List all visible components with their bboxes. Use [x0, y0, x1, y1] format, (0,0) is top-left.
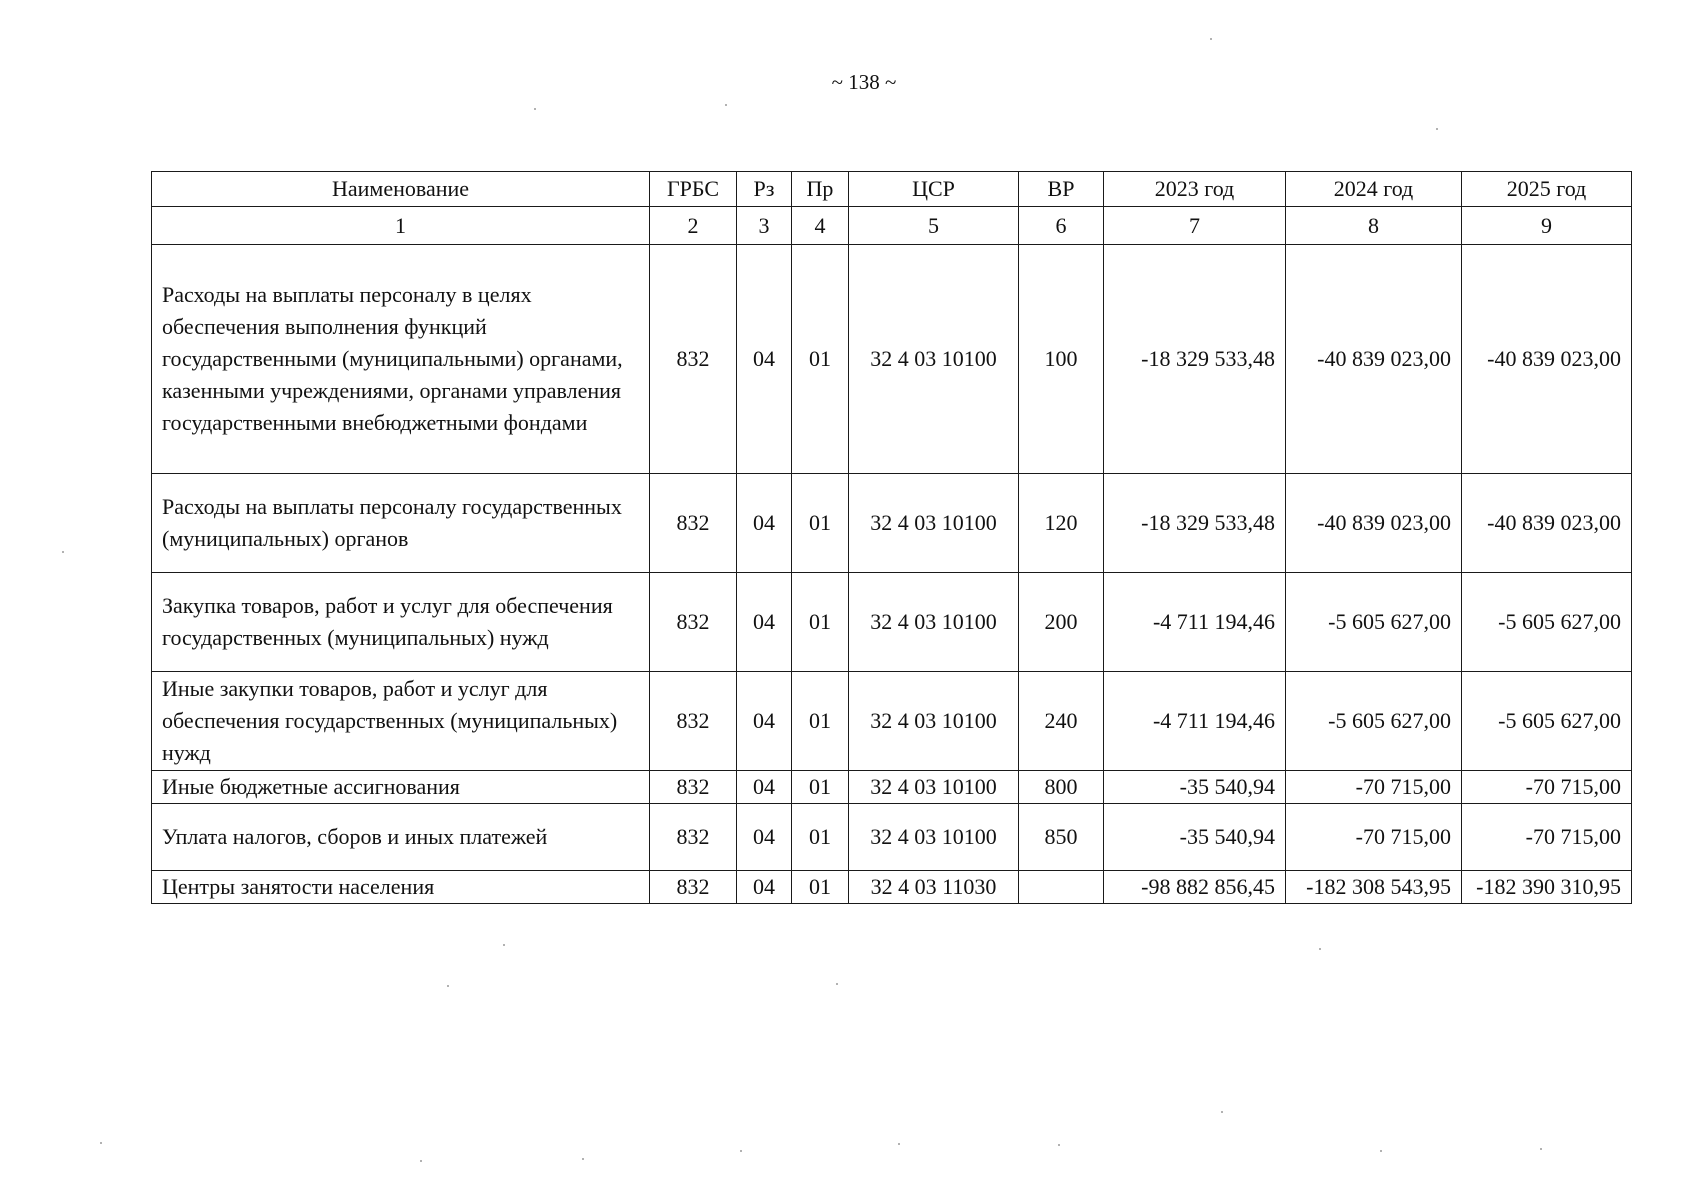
column-number-row [152, 207, 1632, 245]
cell-csr: 32 4 03 11030 [849, 871, 1019, 904]
cell-name: Иные закупки товаров, работ и услуг для обеспечения государственных (муниципальных) нужд [152, 672, 650, 771]
cell-pr: 01 [792, 804, 849, 871]
cell-2023: -4 711 194,46 [1104, 573, 1286, 672]
cell-vr: 100 [1019, 245, 1104, 474]
cell-vr: 240 [1019, 672, 1104, 771]
column-number: 4 [792, 207, 849, 245]
cell-name: Иные бюджетные ассигнования [152, 771, 650, 804]
header-rz: Рз [737, 172, 792, 207]
header-2023: 2023 год [1104, 172, 1286, 207]
cell-pr: 01 [792, 474, 849, 573]
cell-vr [1019, 871, 1104, 904]
scan-speck [503, 944, 505, 946]
cell-csr: 32 4 03 10100 [849, 672, 1019, 771]
cell-2024: -40 839 023,00 [1286, 245, 1462, 474]
budget-table [151, 171, 1632, 904]
cell-grbs: 832 [650, 871, 737, 904]
cell-2023: -18 329 533,48 [1104, 474, 1286, 573]
header-name: Наименование [152, 172, 650, 207]
table-row [152, 871, 1632, 904]
column-number: 8 [1286, 207, 1462, 245]
cell-name: Центры занятости населения [152, 871, 650, 904]
header-2025: 2025 год [1462, 172, 1632, 207]
scan-speck [534, 108, 536, 110]
cell-2025: -182 390 310,95 [1462, 871, 1632, 904]
scan-speck [740, 1150, 742, 1152]
scan-speck [836, 983, 838, 985]
table-row [152, 672, 1632, 771]
scan-speck [1436, 128, 1438, 130]
cell-2024: -5 605 627,00 [1286, 672, 1462, 771]
header-grbs: ГРБС [650, 172, 737, 207]
cell-pr: 01 [792, 871, 849, 904]
cell-grbs: 832 [650, 245, 737, 474]
cell-2023: -35 540,94 [1104, 771, 1286, 804]
cell-name: Расходы на выплаты персоналу государственных (муниципальных) органов [152, 474, 650, 573]
cell-csr: 32 4 03 10100 [849, 771, 1019, 804]
cell-2024: -70 715,00 [1286, 771, 1462, 804]
scan-speck [1540, 1148, 1542, 1150]
column-number: 6 [1019, 207, 1104, 245]
scan-speck [420, 1160, 422, 1162]
scan-speck [447, 985, 449, 987]
scan-speck [1058, 1144, 1060, 1146]
cell-2025: -5 605 627,00 [1462, 672, 1632, 771]
cell-grbs: 832 [650, 573, 737, 672]
table-row [152, 245, 1632, 474]
cell-2025: -5 605 627,00 [1462, 573, 1632, 672]
cell-csr: 32 4 03 10100 [849, 245, 1019, 474]
header-csr: ЦСР [849, 172, 1019, 207]
cell-csr: 32 4 03 10100 [849, 573, 1019, 672]
scan-speck [898, 1143, 900, 1145]
cell-2025: -70 715,00 [1462, 804, 1632, 871]
scan-speck [1210, 38, 1212, 40]
cell-2023: -4 711 194,46 [1104, 672, 1286, 771]
header-pr: Пр [792, 172, 849, 207]
cell-rz: 04 [737, 804, 792, 871]
table-row [152, 804, 1632, 871]
table-row [152, 474, 1632, 573]
cell-pr: 01 [792, 245, 849, 474]
cell-name: Расходы на выплаты персоналу в целях обеспечения выполнения функций государственными (муниципальными) органами, казенными учреждениями, органами управления государственными внебюджетными фондами [152, 245, 650, 474]
cell-name: Уплата налогов, сборов и иных платежей [152, 804, 650, 871]
cell-rz: 04 [737, 474, 792, 573]
cell-grbs: 832 [650, 771, 737, 804]
header-2024: 2024 год [1286, 172, 1462, 207]
cell-grbs: 832 [650, 804, 737, 871]
scan-speck [1319, 948, 1321, 950]
cell-pr: 01 [792, 573, 849, 672]
cell-rz: 04 [737, 672, 792, 771]
column-number: 1 [152, 207, 650, 245]
cell-rz: 04 [737, 245, 792, 474]
cell-pr: 01 [792, 771, 849, 804]
cell-2025: -40 839 023,00 [1462, 245, 1632, 474]
cell-grbs: 832 [650, 474, 737, 573]
cell-2025: -40 839 023,00 [1462, 474, 1632, 573]
scan-speck [1380, 1150, 1382, 1152]
cell-vr: 200 [1019, 573, 1104, 672]
table-row [152, 771, 1632, 804]
page-number: ~ 138 ~ [831, 70, 897, 94]
table-row [152, 573, 1632, 672]
cell-vr: 120 [1019, 474, 1104, 573]
cell-2024: -40 839 023,00 [1286, 474, 1462, 573]
cell-pr: 01 [792, 672, 849, 771]
cell-rz: 04 [737, 771, 792, 804]
column-number: 2 [650, 207, 737, 245]
scan-speck [62, 551, 64, 553]
cell-csr: 32 4 03 10100 [849, 474, 1019, 573]
cell-rz: 04 [737, 871, 792, 904]
cell-2024: -182 308 543,95 [1286, 871, 1462, 904]
cell-vr: 800 [1019, 771, 1104, 804]
table-header-row [152, 172, 1632, 207]
column-number: 3 [737, 207, 792, 245]
header-vr: ВР [1019, 172, 1104, 207]
scan-speck [725, 104, 727, 106]
column-number: 5 [849, 207, 1019, 245]
cell-csr: 32 4 03 10100 [849, 804, 1019, 871]
cell-2023: -35 540,94 [1104, 804, 1286, 871]
cell-2025: -70 715,00 [1462, 771, 1632, 804]
cell-2024: -5 605 627,00 [1286, 573, 1462, 672]
cell-rz: 04 [737, 573, 792, 672]
column-number: 9 [1462, 207, 1632, 245]
cell-2023: -18 329 533,48 [1104, 245, 1286, 474]
column-number: 7 [1104, 207, 1286, 245]
cell-grbs: 832 [650, 672, 737, 771]
scan-speck [582, 1158, 584, 1160]
cell-name: Закупка товаров, работ и услуг для обеспечения государственных (муниципальных) нужд [152, 573, 650, 672]
cell-vr: 850 [1019, 804, 1104, 871]
cell-2024: -70 715,00 [1286, 804, 1462, 871]
scan-speck [100, 1142, 102, 1144]
cell-2023: -98 882 856,45 [1104, 871, 1286, 904]
scan-speck [1221, 1111, 1223, 1113]
